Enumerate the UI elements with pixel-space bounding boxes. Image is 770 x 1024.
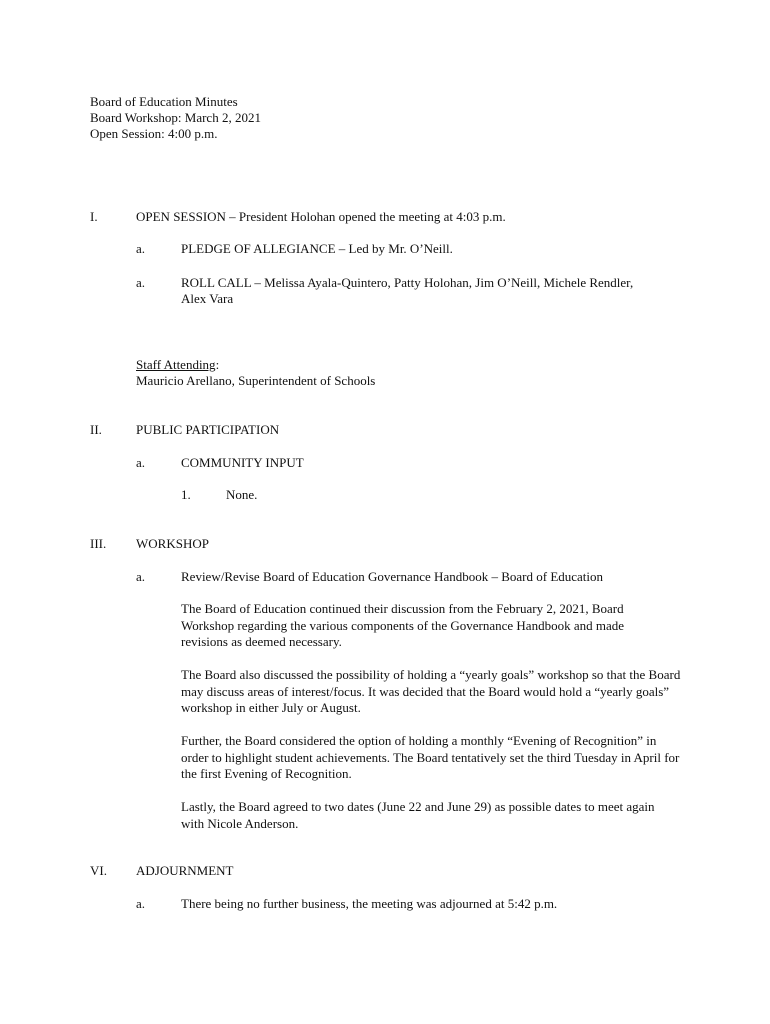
staff-attending-label (136, 357, 219, 373)
pledge-of-allegiance: PLEDGE OF ALLEGIANCE – Led by Mr. O’Neill. (181, 241, 453, 256)
section-numeral-2: II. (90, 422, 102, 437)
community-input-none: None. (226, 487, 258, 502)
section-heading-public-participation: PUBLIC PARTICIPATION (136, 422, 280, 437)
item-marker: a. (136, 455, 146, 470)
staff-attending-heading: Staff Attending (136, 357, 216, 372)
workshop-paragraph-2: The Board also discussed the possibility of holding a “yearly goals” workshop so that the Board may discuss areas of interest/focus. It was decided that the Board would hold a “yearly goals” workshop in either July or August. (181, 667, 681, 715)
staff-member: Mauricio Arellano, Superintendent of Schools (136, 373, 376, 388)
document-title: Board of Education Minutes (90, 94, 238, 109)
section-heading-workshop: WORKSHOP (136, 536, 209, 551)
section-heading-adjournment: ADJOURNMENT (136, 863, 234, 878)
item-marker: a. (136, 275, 146, 290)
item-marker: a. (136, 241, 146, 256)
community-input: COMMUNITY INPUT (181, 455, 304, 470)
open-session-time: Open Session: 4:00 p.m. (90, 126, 218, 141)
section-numeral-3: III. (90, 536, 107, 551)
workshop-item-title: Review/Revise Board of Education Governance Handbook – Board of Education (181, 569, 604, 584)
workshop-paragraph-4: Lastly, the Board agreed to two dates (June 22 and June 29) as possible dates to meet again with Nicole Anderson. (181, 799, 655, 831)
subitem-marker: 1. (181, 487, 191, 502)
roll-call-line-2: Alex Vara (181, 291, 234, 306)
roll-call-line-1: ROLL CALL – Melissa Ayala-Quintero, Patty Holohan, Jim O’Neill, Michele Rendler, (181, 275, 634, 290)
workshop-paragraph-1: The Board of Education continued their discussion from the February 2, 2021, Board Workshop regarding the various components of the Governance Handbook and made revisions as deemed necessary. (181, 601, 624, 649)
item-marker: a. (136, 569, 146, 584)
section-numeral-1: I. (90, 209, 98, 224)
adjournment-text: There being no further business, the meeting was adjourned at 5:42 p.m. (181, 896, 558, 911)
workshop-date: Board Workshop: March 2, 2021 (90, 110, 261, 125)
section-numeral-6: VI. (90, 863, 107, 878)
staff-attending-colon: : (215, 357, 220, 372)
item-marker: a. (136, 896, 146, 911)
section-heading-open-session: OPEN SESSION – President Holohan opened the meeting at 4:03 p.m. (136, 209, 506, 224)
workshop-paragraph-3: Further, the Board considered the option of holding a monthly “Evening of Recognition” in order to highlight student achievements. The Board tentatively set the third Tuesday in April for the first Evening of Recognition. (181, 733, 680, 781)
